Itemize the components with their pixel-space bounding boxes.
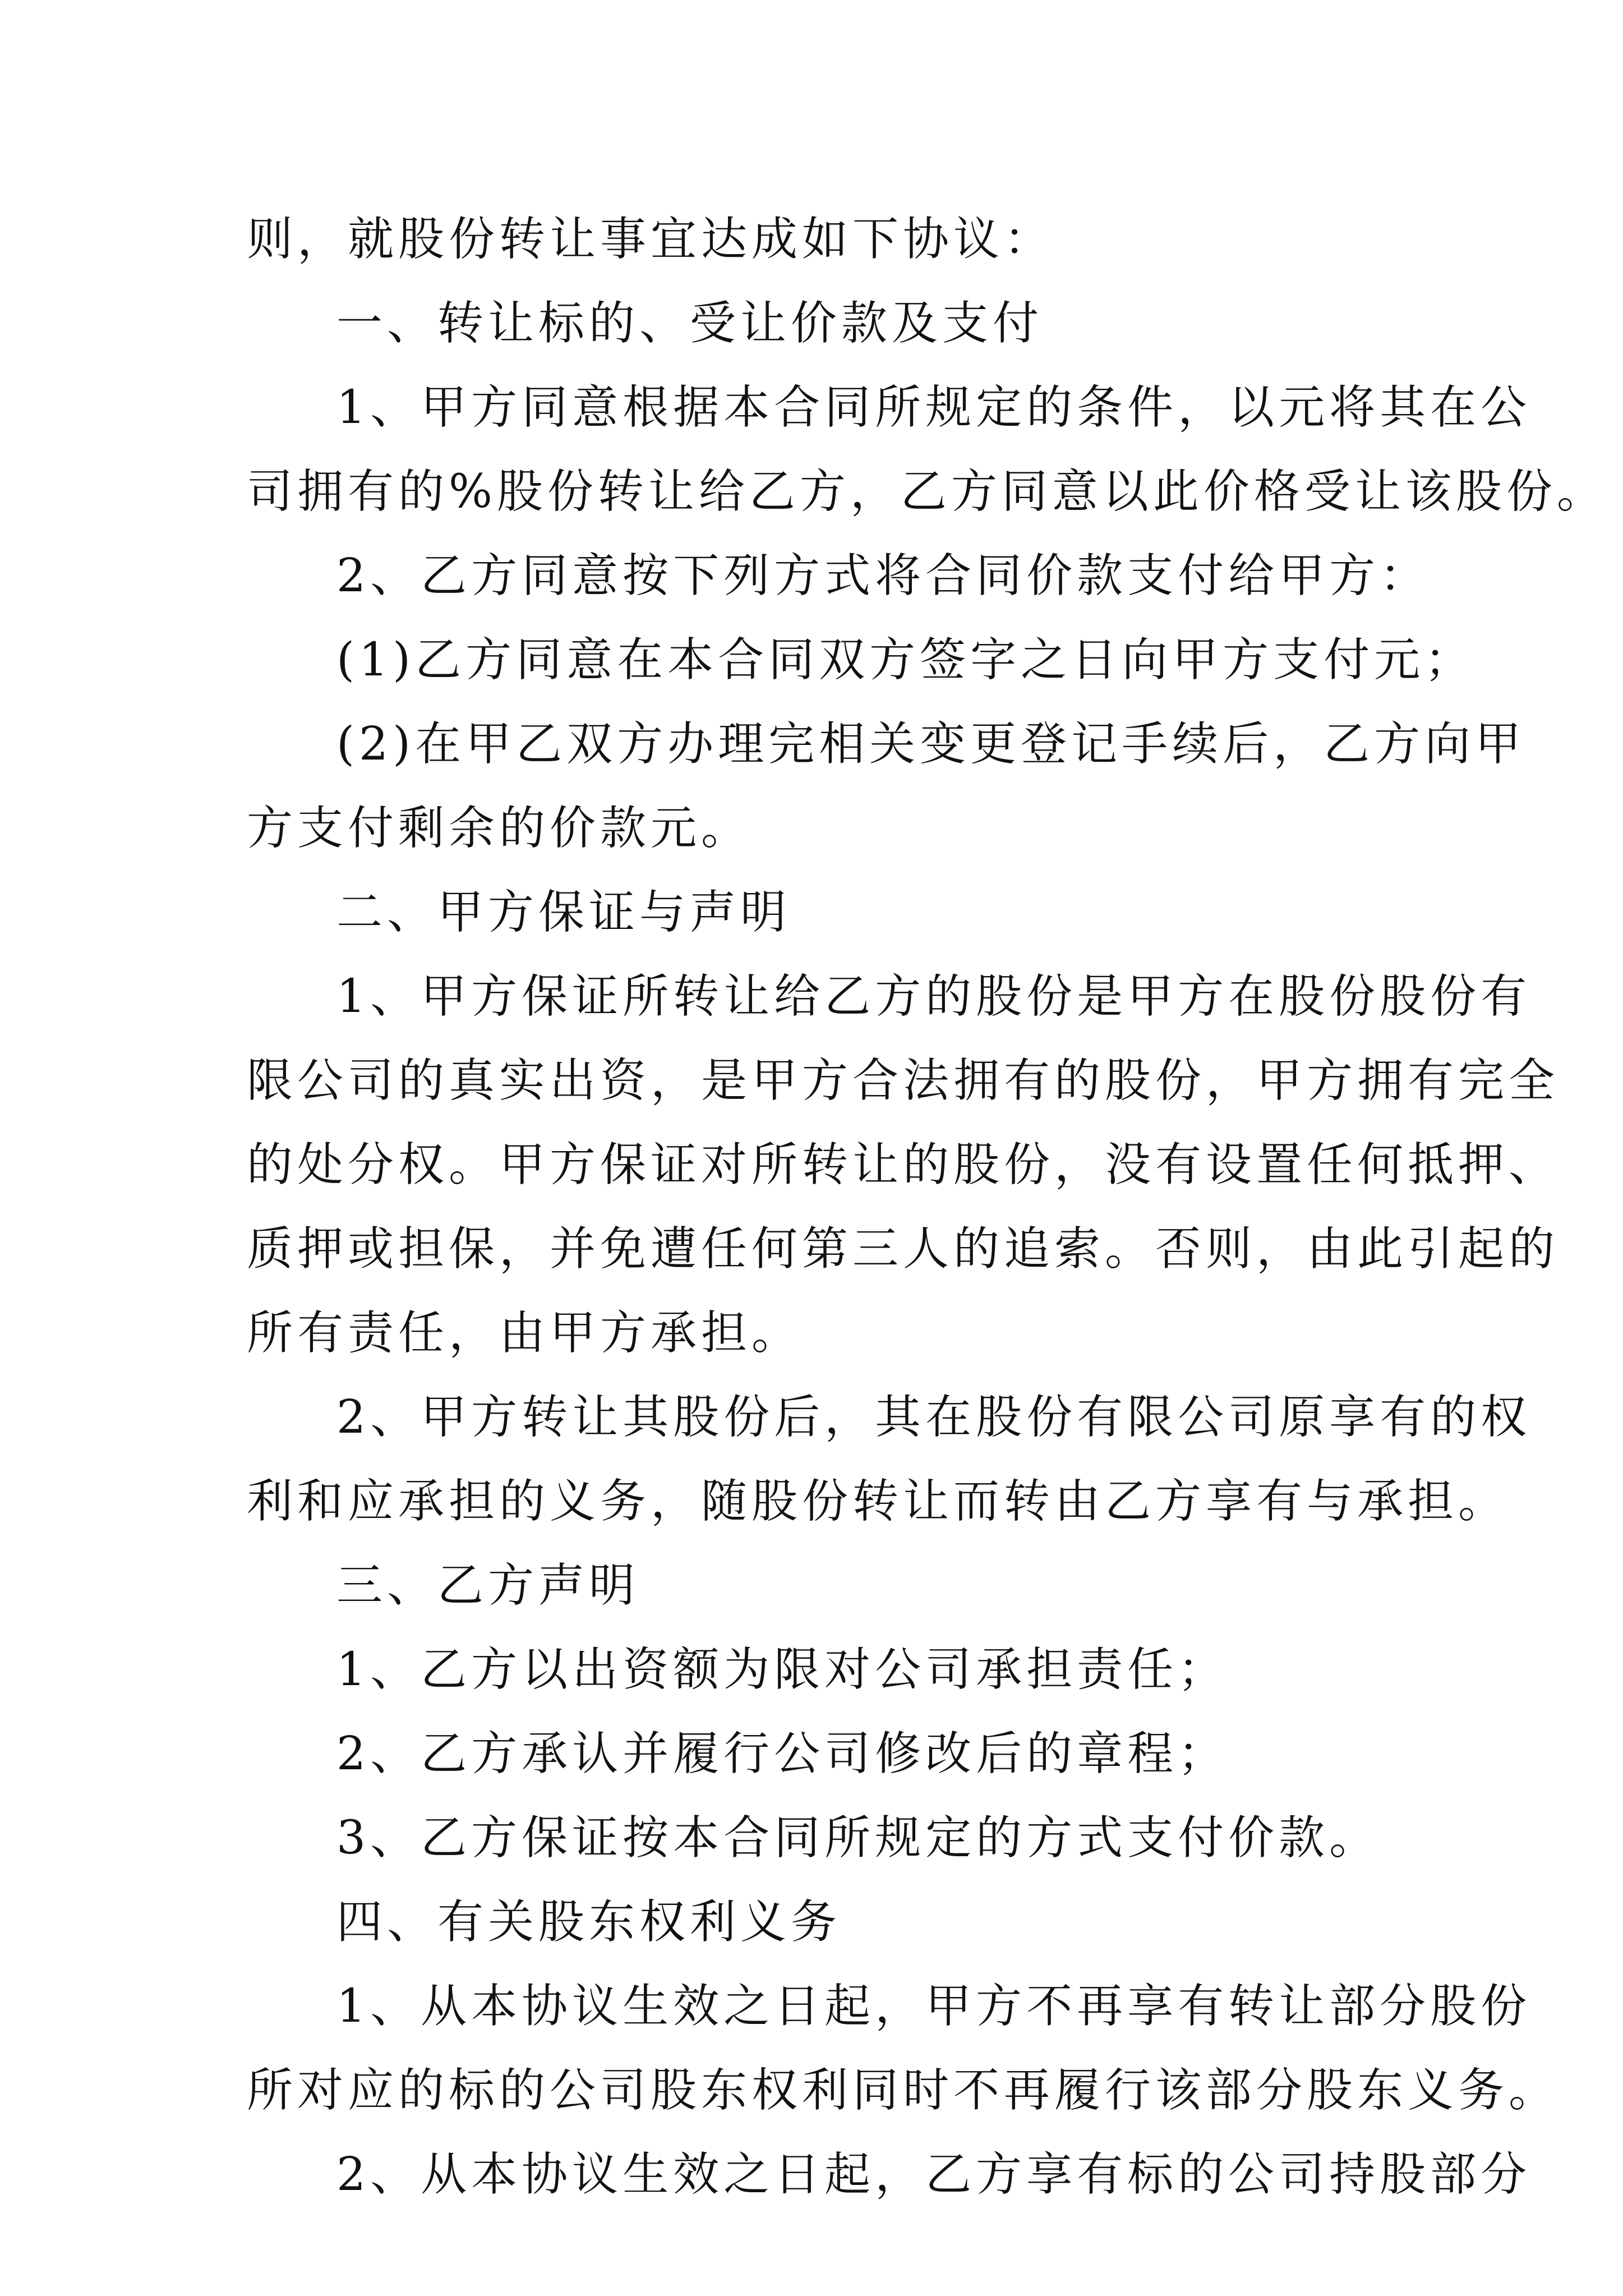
text-line: 所有责任，由甲方承担。	[247, 1306, 803, 1360]
text-line: 2、从本协议生效之日起，乙方享有标的公司持股部分	[336, 2148, 1532, 2201]
section-heading: 二、甲方保证与声明	[336, 886, 791, 939]
text-line: 利和应承担的义务，随股份转让而转由乙方享有与承担。	[247, 1475, 1509, 1528]
text-line: 2、乙方承认并履行公司修改后的章程；	[336, 1727, 1229, 1780]
section-heading: 一、转让标的、受让价款及支付	[336, 297, 1044, 350]
text-line: 2、甲方转让其股份后，其在股份有限公司原享有的权	[336, 1391, 1532, 1444]
text-line: 方支付剩余的价款元。	[247, 802, 752, 855]
text-line: 的处分权。甲方保证对所转让的股份，没有设置任何抵押、	[247, 1138, 1560, 1191]
text-line: 限公司的真实出资，是甲方合法拥有的股份，甲方拥有完全	[247, 1054, 1560, 1107]
text-line: 2、乙方同意按下列方式将合同价款支付给甲方：	[336, 549, 1431, 602]
text-line: 1、从本协议生效之日起，甲方不再享有转让部分股份	[336, 1980, 1532, 2033]
section-heading: 四、有关股东权利义务	[336, 1895, 842, 1949]
text-line: 所对应的标的公司股东权利同时不再履行该部分股东义务。	[247, 2064, 1560, 2117]
text-line: (1)乙方同意在本合同双方签字之日向甲方支付元；	[336, 633, 1476, 687]
text-line: 则，就股份转让事宜达成如下协议：	[247, 213, 1055, 266]
text-line: 1、乙方以出资额为限对公司承担责任；	[336, 1643, 1229, 1696]
text-line: 1、甲方保证所转让给乙方的股份是甲方在股份股份有	[336, 970, 1532, 1023]
text-line: 3、乙方保证按本合同所规定的方式支付价款。	[336, 1811, 1380, 1865]
text-line: 司拥有的%股份转让给乙方，乙方同意以此价格受让该股份。	[247, 465, 1607, 518]
text-line: 1、甲方同意根据本合同所规定的条件，以元将其在公	[336, 381, 1532, 434]
section-heading: 三、乙方声明	[336, 1559, 640, 1612]
text-line: (2)在甲乙双方办理完相关变更登记手续后，乙方向甲	[336, 717, 1526, 771]
text-line: 质押或担保，并免遭任何第三人的追索。否则，由此引起的	[247, 1222, 1560, 1276]
